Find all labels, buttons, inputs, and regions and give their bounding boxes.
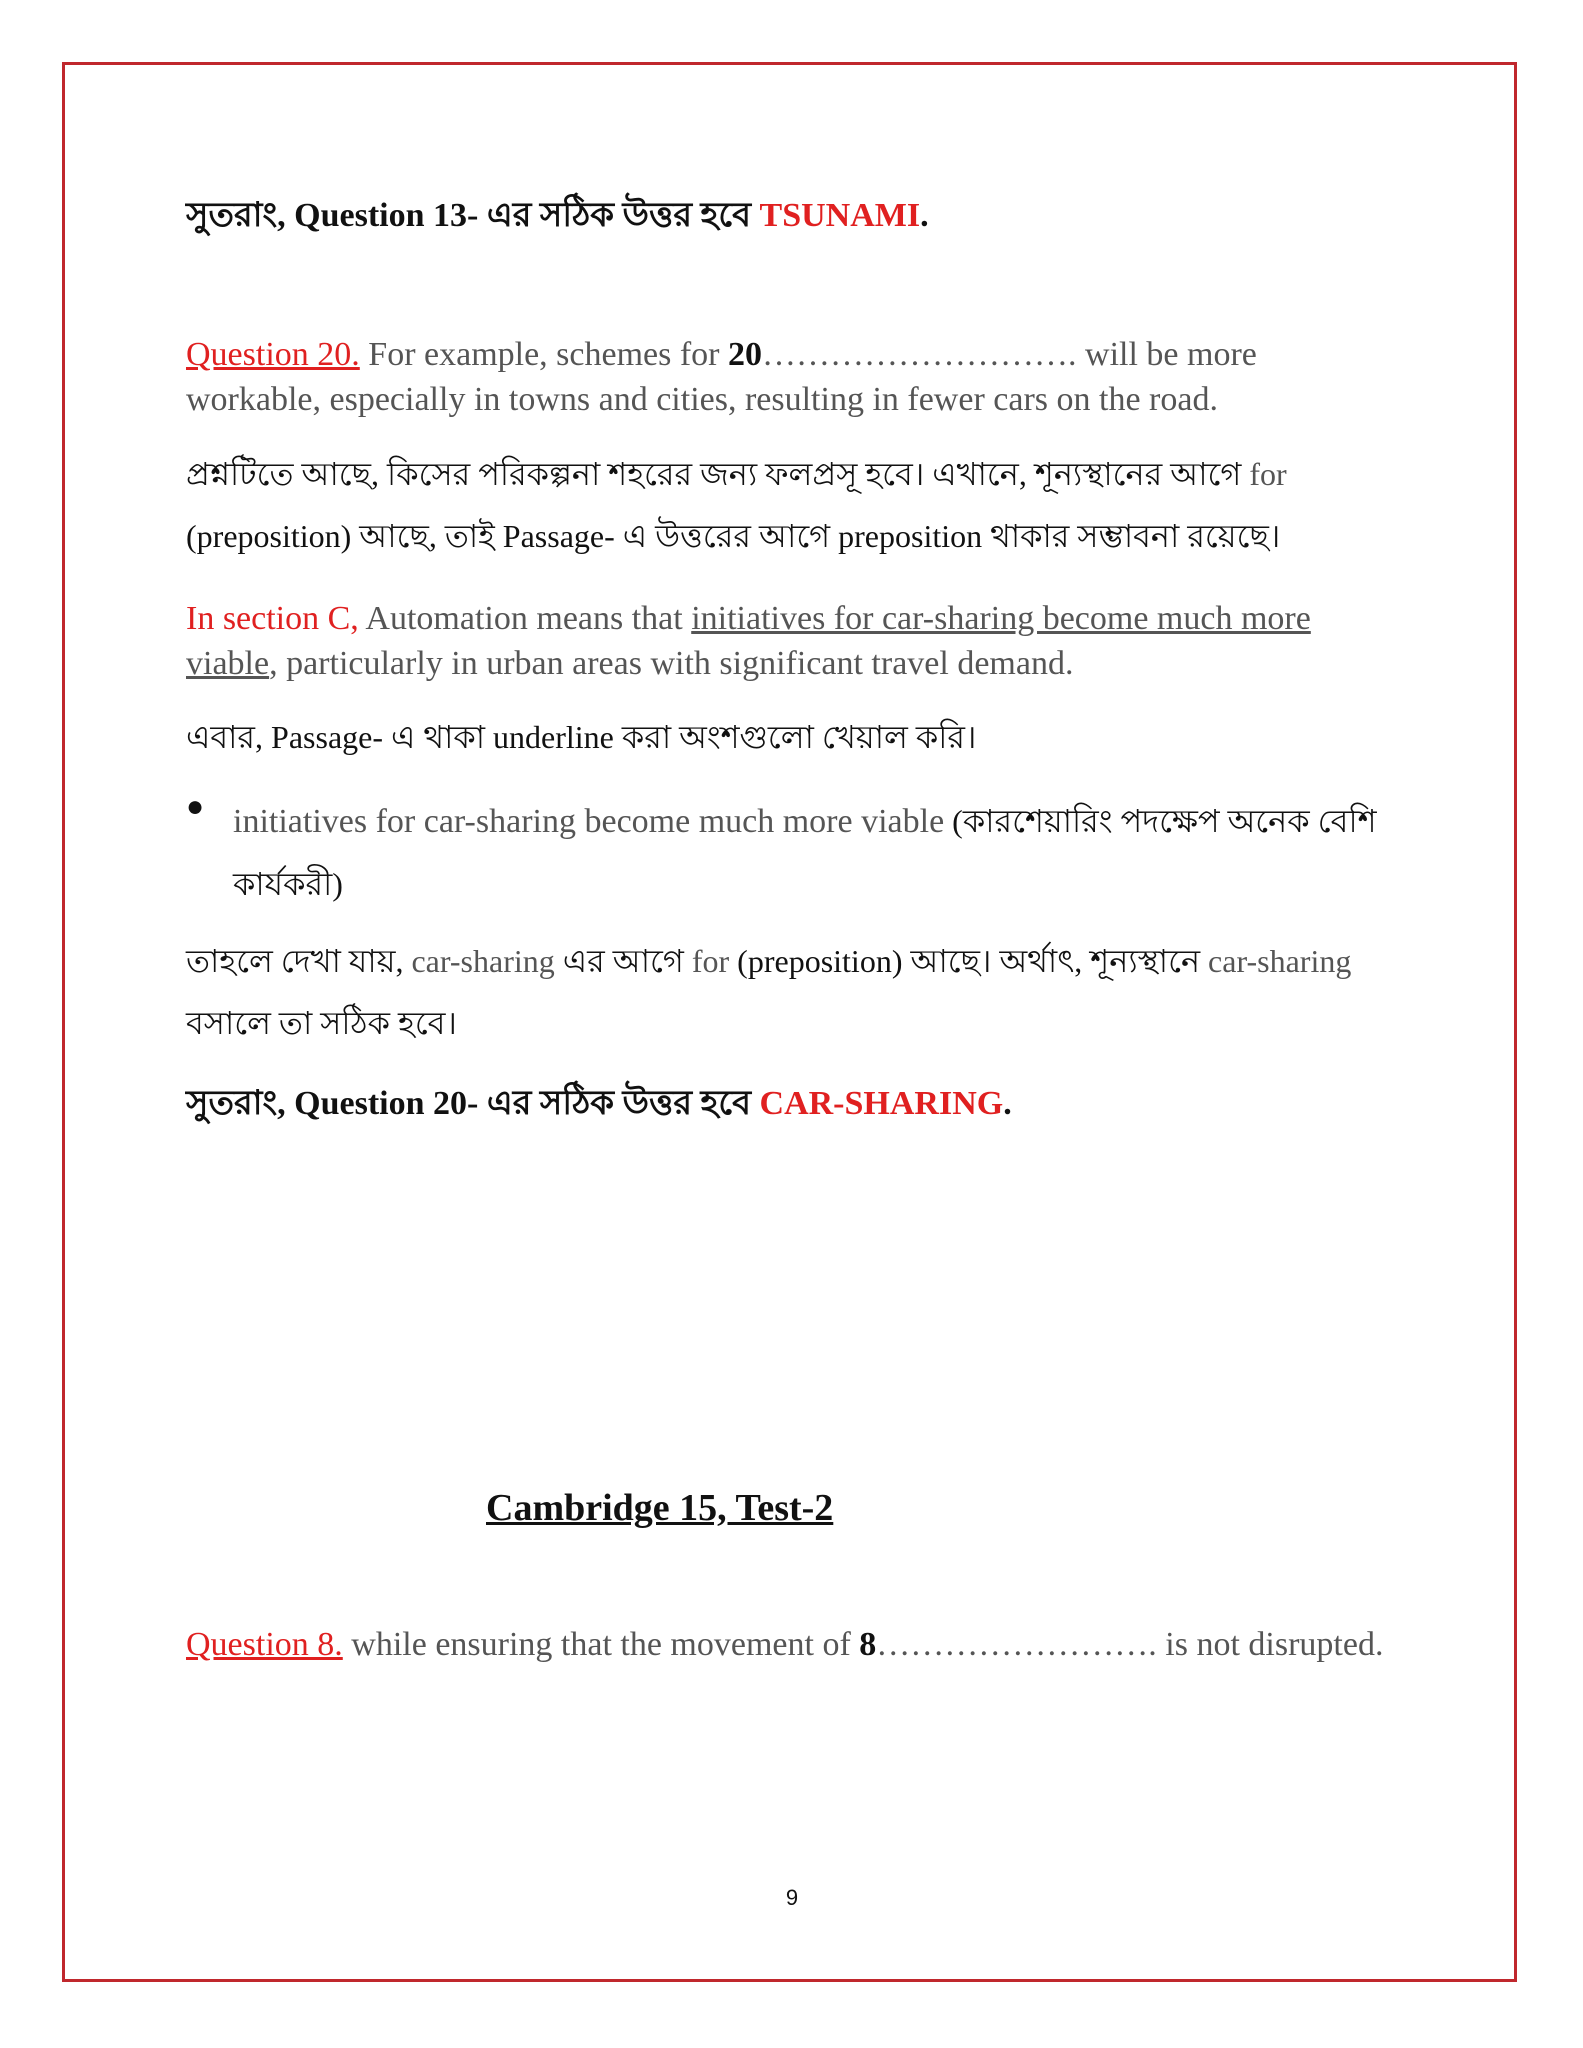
q8-dots: ……………………. is not disrupted. <box>876 1626 1384 1663</box>
bullet-dot-icon: ● <box>186 790 205 823</box>
reasoning-part-a: তাহলে দেখা যায়, <box>186 943 412 979</box>
section-c-label: In section C, <box>186 600 359 637</box>
q13-conclusion-prefix: সুতরাং, Question 13- এর সঠিক উত্তর হবে <box>186 197 760 234</box>
q20-bn-for: for <box>1249 456 1287 492</box>
reasoning-part-b: এর আগে <box>554 943 692 979</box>
reasoning-car-sharing-2: car-sharing <box>1208 943 1352 979</box>
q20-blank-number: 20 <box>728 336 763 373</box>
page-number: 9 <box>785 1885 799 1910</box>
passage-note: এবার, Passage- এ থাকা underline করা অংশগুলো খেয়াল করি। <box>186 719 977 755</box>
q13-answer: TSUNAMI <box>759 197 921 234</box>
reasoning-part-c: (preposition) আছে। অর্থাৎ, শূন্যস্থানে <box>729 943 1209 979</box>
q13-conclusion-suffix: . <box>920 197 929 234</box>
q20-answer: CAR-SHARING <box>759 1085 1004 1122</box>
q13-conclusion <box>186 194 1396 238</box>
q20-question <box>186 332 1396 422</box>
q20-dots: ………………………. will be more workable, especially in towns and cities, resulting in fewer cars on the road. <box>186 336 1257 418</box>
q20-conclusion-prefix: সুতরাং, Question 20- এর সঠিক উত্তর হবে <box>186 1085 760 1122</box>
bullet-bengali: (কারশেয়ারিং পদক্ষেপ অনেক বেশি কার্যকরী) <box>233 803 1377 902</box>
q20-reasoning <box>186 930 1396 1054</box>
q20-bengali-explanation <box>186 443 1396 567</box>
section-c-underlined: initiatives for car-sharing become much more viable <box>186 600 1311 682</box>
section-c-excerpt <box>186 596 1396 686</box>
reasoning-for: for <box>691 943 730 979</box>
section-c-rest: , particularly in urban areas with significant travel demand. <box>269 645 1074 682</box>
q8-label: Question 8. <box>186 1626 343 1663</box>
section-title: Cambridge 15, Test-2 <box>486 1487 834 1529</box>
q8-text-a: while ensuring that the movement of <box>342 1626 860 1663</box>
section-c-text: Automation means that <box>358 600 692 637</box>
q20-conclusion-suffix: . <box>1003 1085 1012 1122</box>
reasoning-car-sharing: car-sharing <box>411 943 555 979</box>
q20-conclusion <box>186 1082 1396 1126</box>
q20-bn-line2: (preposition) আছে, তাই Passage- এ উত্তরের আগে preposition থাকার সম্ভাবনা রয়েছে। <box>186 518 1281 554</box>
bullet-text <box>233 790 1393 915</box>
q8-question <box>186 1622 1396 1667</box>
bullet-english: initiatives for car-sharing become much more viable <box>233 803 945 840</box>
q20-text-a: For example, schemes for <box>359 336 729 373</box>
bullet-item <box>186 790 1396 910</box>
reasoning-part-d: বসালে তা সঠিক হবে। <box>186 1005 457 1041</box>
q20-bn-line1: প্রশ্নটিতে আছে, কিসের পরিকল্পনা শহরের জন্য ফলপ্রসূ হবে। এখানে, শূন্যস্থানের আগে <box>186 456 1250 492</box>
q8-blank-number: 8 <box>859 1626 877 1663</box>
q20-label: Question 20. <box>186 336 360 373</box>
